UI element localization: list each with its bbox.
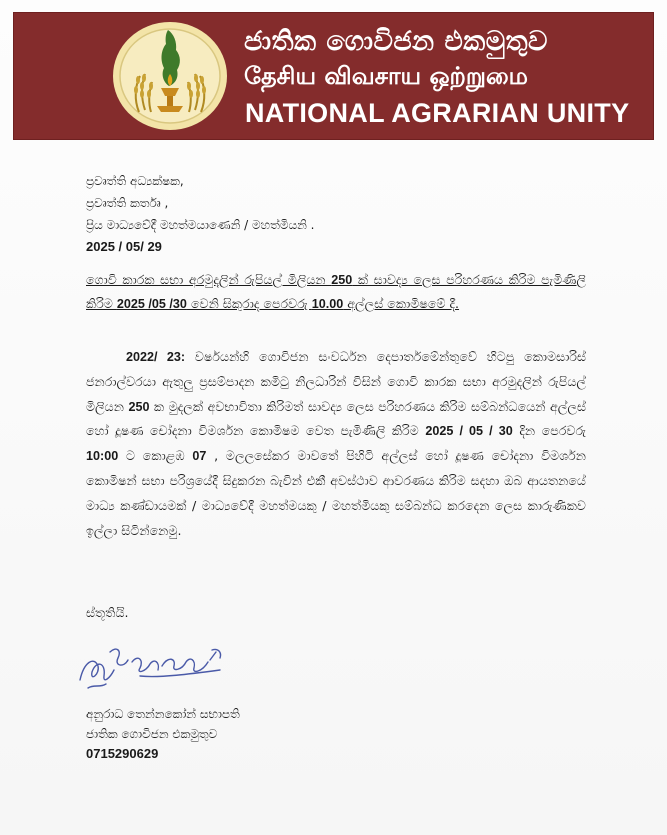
subject-text: වෙනි සිකුරාද පෙරවරු xyxy=(186,296,312,311)
body-year: 2022/ 23: xyxy=(126,350,186,364)
closing-thanks: ස්තූතියි. xyxy=(86,605,129,620)
recipient-line: ප්‍රිය මාධ්‍යවේදී මහත්මයාණෙනි / මහත්මියනි . xyxy=(86,218,315,232)
org-name-english: NATIONAL AGRARIAN UNITY xyxy=(245,98,630,128)
body-date: 2025 / 05 / 30 xyxy=(425,424,513,439)
body-text: , මලලසේකර මාවතේ පිහිටි අල්ලස් හෝ දූෂණ චෝදනා විමර්ශන කොමිෂන් සභා පරිශ්‍රයේදී සිදුකරන බැවින් එකී අවස්ථාව ආවරණය කිරිම සදහා ඔබ ආයතනයේ මාධ්‍ය කණ්ඩායමක් / මාධ්‍යවේදී මහත්මයකු / මහත්මියකු සම්බන්ධ කරදෙන ලෙස කාරුණිකව ඉල්ලා සිටින්නෙමු. xyxy=(86,448,587,538)
body-amount: 250 xyxy=(128,399,150,414)
recipient-line: ප්‍රවෘත්ති අධ්‍යක්ෂක, xyxy=(86,174,184,188)
subject-text: ගොවි කාරක සභා අරමුදලින් රුපියල් මිලියන xyxy=(86,272,332,287)
signatory-organization: ජාතික ගොවිජන එකමුතුව xyxy=(86,727,218,741)
body-time: 10:00 xyxy=(86,449,119,464)
letter-body xyxy=(86,345,586,543)
subject-text: අල්ලස් කොමිෂමේ දී. xyxy=(343,296,460,311)
subject-time: 10.00 xyxy=(311,297,344,311)
body-text: ක මුදලක් අවභාවිතා කිරිමත් සාවද්‍ය ලෙස පරිහරණය කිරිම සම්බන්ධයෙන් අල්ලස් හෝ දූෂණ චෝදනා විමර්ශන කොමිෂම වෙත පැමිණිලි කිරිම xyxy=(86,398,586,439)
signatory-phone: 0715290629 xyxy=(86,746,159,761)
letterhead-banner xyxy=(13,12,654,140)
recipient-line: ප්‍රවෘත්ති කර්තෘ , xyxy=(86,196,169,210)
recipient-block xyxy=(86,170,606,258)
signatory-block xyxy=(86,704,240,764)
org-name-sinhala: ජාතික ගොවිජන එකමුතුව xyxy=(244,26,548,57)
letter-date: 2025 / 05/ 29 xyxy=(86,239,162,254)
subject-amount: 250 xyxy=(331,273,353,287)
body-text: වර්ෂයන්හි ගොවිජන සංවර්ධන දෙපාර්තමේන්තුවේ හිටපු කොමසාරිස් ජනරාල්වරයා ඇතුලු ප්‍රසම්පාදන කමිටු නිලධාරින් විසින් ගොවි කාරක සභා අරමුදලින් රුපියල් මිලියන xyxy=(86,349,586,414)
subject-text: ක් සාවද්‍ය ලෙස පරිහරණය කිරිම පැමිණිලි කිරිම xyxy=(86,272,586,311)
subject-heading xyxy=(86,268,586,316)
signatory-name: අනුරාධ තෙන්නකෝන් සභාපති xyxy=(86,707,240,721)
handwritten-signature xyxy=(70,632,240,700)
org-name-tamil: தேசிய விவசாய ஒற்றுமை xyxy=(244,62,528,90)
paddy-lamp-logo-icon xyxy=(111,20,229,132)
body-text: ට කොළඹ xyxy=(118,448,193,464)
subject-date: 2025 /05 /30 xyxy=(116,297,187,311)
body-district: 07 xyxy=(192,449,207,464)
body-text: දින පෙරවරු xyxy=(512,423,587,439)
